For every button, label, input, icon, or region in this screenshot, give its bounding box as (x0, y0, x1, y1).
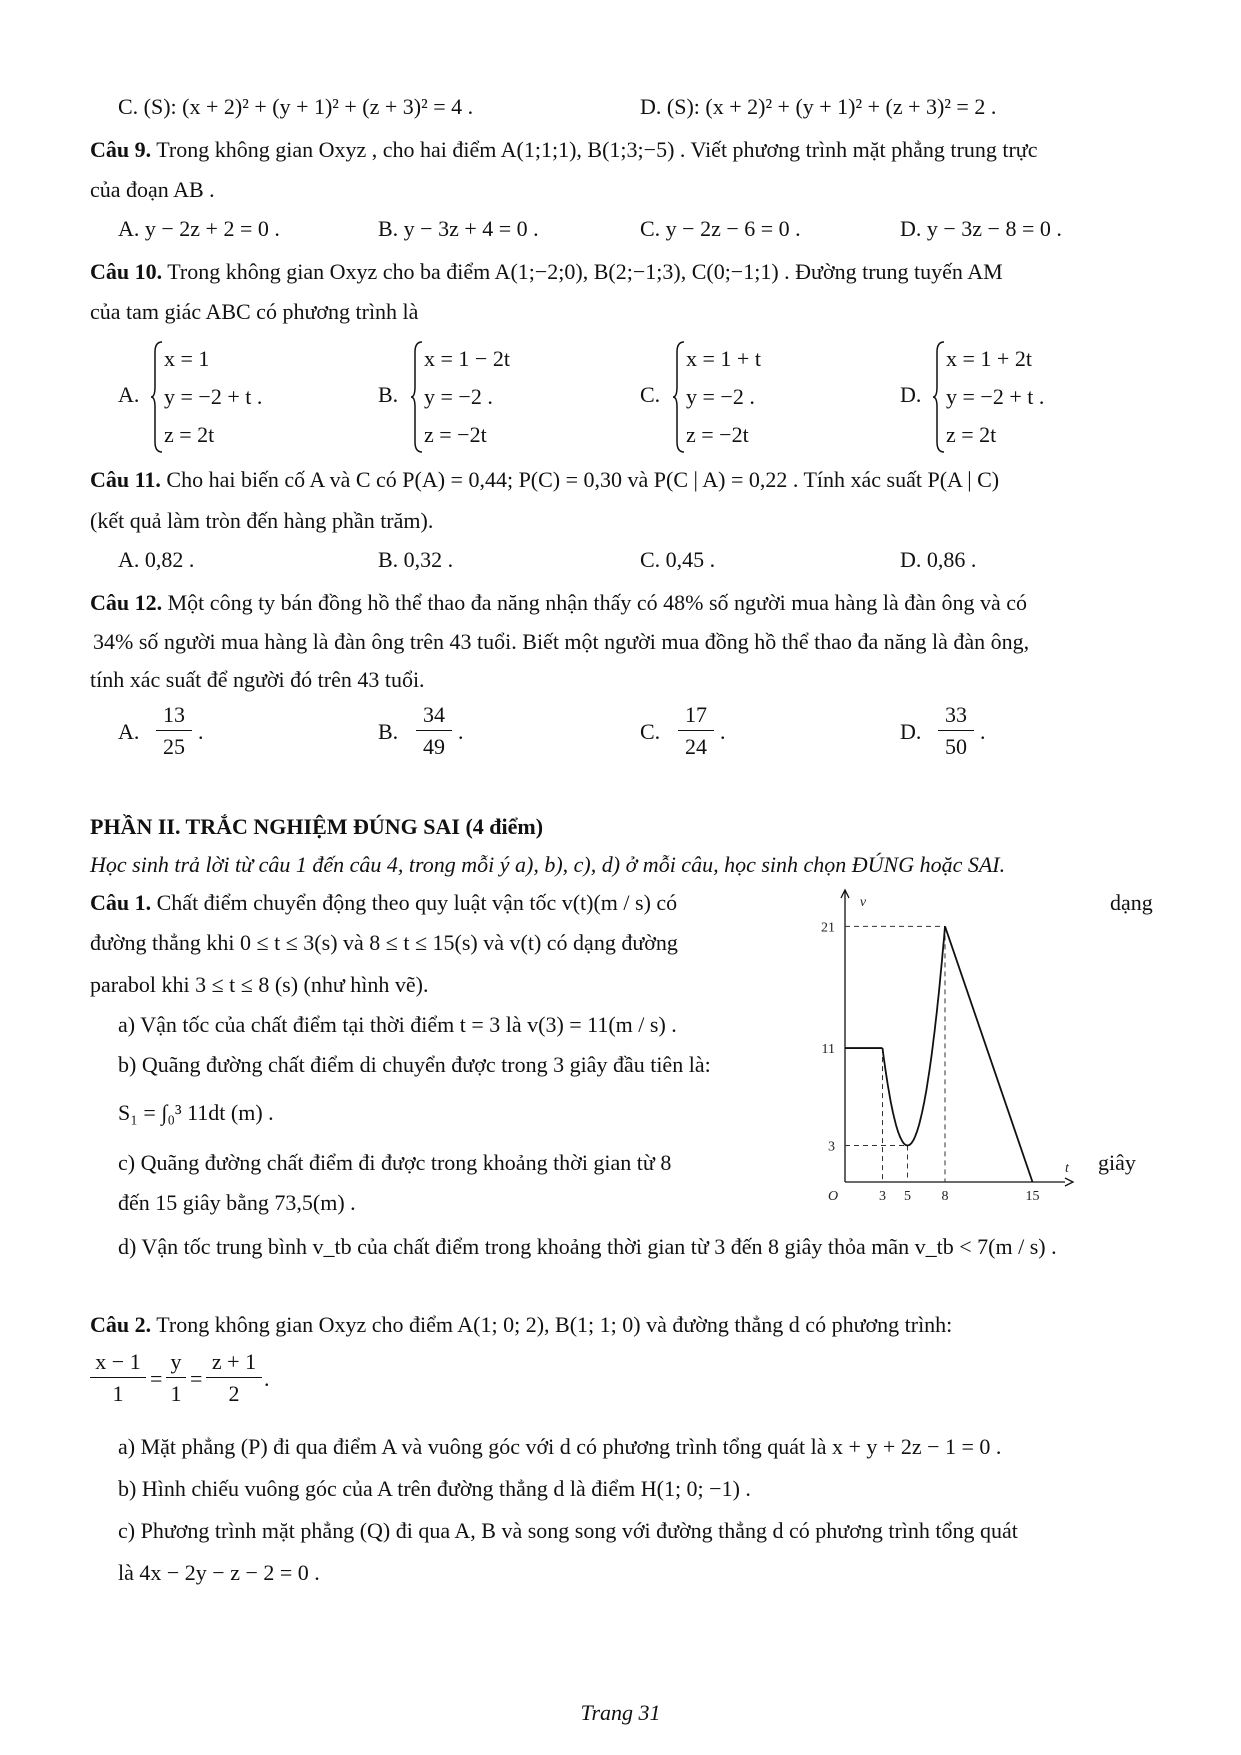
q10-label: Câu 10. (90, 259, 163, 284)
part2-title: PHẦN II. TRẮC NGHIỆM ĐÚNG SAI (4 điểm) (90, 814, 544, 839)
q9-option-b: B. y − 3z + 4 = 0 . (378, 216, 539, 241)
x-tick-label-0: 3 (879, 1189, 886, 1204)
p2q1-label: Câu 1. (90, 890, 152, 915)
p2q2-stem (90, 1310, 952, 1340)
fraction-denominator: 25 (163, 734, 185, 759)
part2-instruction: Học sinh trả lời từ câu 1 đến câu 4, trong mỗi ý a), b), c), d) ở mỗi câu, học sinh chọn ĐÚNG hoặc SAI. (90, 852, 1006, 877)
q11-text: Cho hai biến cố A và C có P(A) = 0,44; P(C) = 0,30 và P(C | A) = 0,22 . Tính xác suất P(A | C) (166, 467, 1000, 492)
q12-option-c-fraction (678, 700, 714, 763)
q9-text: Trong không gian Oxyz , cho hai điểm A(1;1;1), B(1;3;−5) . Viết phương trình mặt phẳng trung trực (156, 137, 1038, 162)
origin-label: O (827, 1189, 839, 1204)
q10-a-row-2: y = −2 + t . (164, 384, 263, 409)
brace-icon (410, 340, 424, 454)
q10-option-c-letter: C. (640, 382, 661, 407)
q11-option-d: D. 0,86 . (900, 547, 977, 572)
chart-layer (821, 890, 1073, 1204)
q12-option-c-dot: . (720, 719, 726, 744)
q11-option-c: C. 0,45 . (640, 547, 716, 572)
velocity-chart (810, 880, 1080, 1220)
y-tick-label-0: 3 (828, 1139, 835, 1155)
p2q1-text-3: parabol khi 3 ≤ t ≤ 8 (s) (như hình vẽ). (90, 972, 429, 997)
q10-c-row-1: x = 1 + t (686, 346, 761, 371)
q10-option-d-letter: D. (900, 382, 922, 407)
q9-option-a: A. y − 2z + 2 = 0 . (118, 216, 280, 241)
fraction-denominator: 1 (112, 1381, 124, 1406)
fraction-numerator: y (170, 1349, 182, 1374)
q11-stem (90, 465, 999, 495)
q10-a-row-1: x = 1 (164, 346, 210, 371)
p2q2-item-c: c) Phương trình mặt phẳng (Q) đi qua A, B và song song với đường thẳng d có phương trình tổng quát (118, 1518, 1018, 1543)
q12-text: Một công ty bán đồng hồ thể thao đa năng nhận thấy có 48% số người mua hàng là đàn ông và có (167, 590, 1027, 615)
q10-b-row-1: x = 1 − 2t (424, 346, 510, 371)
p2q2-item-a: a) Mặt phẳng (P) đi qua điểm A và vuông góc với d có phương trình tổng quát là x + y + 2z − 1 = 0 . (118, 1434, 1002, 1459)
p2q2-item-c-cont: là 4x − 2y − z − 2 = 0 . (118, 1560, 320, 1585)
fraction-numerator: 13 (163, 702, 185, 727)
q10-c-row-3: z = −2t (686, 422, 749, 447)
q9-label: Câu 9. (90, 137, 152, 162)
fraction-denominator: 2 (228, 1381, 240, 1406)
p2q1-item-c-end: giây (1098, 1150, 1136, 1175)
q10-d-row-1: x = 1 + 2t (946, 346, 1032, 371)
p2q2-fraction-3 (206, 1347, 262, 1410)
q12-label: Câu 12. (90, 590, 163, 615)
fraction-denominator: 24 (685, 734, 707, 759)
fraction-denominator: 50 (945, 734, 967, 759)
q9-option-c: C. y − 2z − 6 = 0 . (640, 216, 801, 241)
fraction-numerator: 33 (945, 702, 967, 727)
q11-option-a: A. 0,82 . (118, 547, 195, 572)
x-tick-label-1: 5 (904, 1189, 911, 1204)
x-tick-label-2: 8 (941, 1189, 949, 1204)
brace-icon (932, 340, 946, 454)
q10-text-cont: của tam giác ABC có phương trình là (90, 299, 419, 324)
q10-d-row-2: y = −2 + t . (946, 384, 1045, 409)
p2q2-fraction-2 (166, 1347, 186, 1410)
q10-stem (90, 257, 1003, 287)
q12-option-c-letter: C. (640, 719, 661, 744)
fraction-denominator: 1 (170, 1381, 182, 1406)
p2q1-item-a: a) Vận tốc của chất điểm tại thời điểm t = 3 là v(3) = 11(m / s) . (118, 1012, 677, 1037)
p2q1-item-d: d) Vận tốc trung bình v_tb của chất điểm trong khoảng thời gian từ 3 đến 8 giây thỏa mãn v_tb < 7(m / s) . (118, 1234, 1057, 1259)
q12-option-b-fraction (416, 700, 452, 763)
fraction-numerator: x − 1 (95, 1349, 141, 1374)
p2q1-item-b-formula: S₁ = ∫₀³ 11dt (m) . (118, 1100, 274, 1125)
brace-icon (150, 340, 164, 454)
p2q1-item-c: c) Quãng đường chất điểm đi được trong khoảng thời gian từ 8 (118, 1150, 672, 1175)
q11-label: Câu 11. (90, 467, 161, 492)
q12-option-d-fraction (938, 700, 974, 763)
fraction-numerator: 17 (685, 702, 707, 727)
p2q1-stem (90, 888, 677, 918)
fraction-numerator: z + 1 (211, 1349, 257, 1374)
q9-option-d: D. y − 3z − 8 = 0 . (900, 216, 1062, 241)
q11-text-cont: (kết quả làm tròn đến hàng phần trăm). (90, 508, 434, 533)
p2q1-text: Chất điểm chuyển động theo quy luật vận tốc v(t)(m / s) có (156, 890, 678, 915)
q9-stem (90, 135, 1037, 165)
y-axis-label: v (859, 895, 867, 910)
p2q1-item-c-cont: đến 15 giây bằng 73,5(m) . (118, 1190, 356, 1215)
q12-option-d-letter: D. (900, 719, 922, 744)
q12-stem (90, 588, 1027, 618)
q12-option-d-dot: . (980, 719, 986, 744)
p2q1-item-b: b) Quãng đường chất điểm di chuyển được trong 3 giây đầu tiên là: (118, 1052, 711, 1077)
x-axis-arrow-icon (1065, 1178, 1073, 1186)
graph-segment-2 (945, 926, 1033, 1182)
p2q2-text: Trong không gian Oxyz cho điểm A(1; 0; 2), B(1; 1; 0) và đường thẳng d có phương trình: (156, 1312, 953, 1337)
p2q2-label: Câu 2. (90, 1312, 152, 1337)
q12-text-cont-2: tính xác suất để người đó trên 43 tuổi. (90, 667, 425, 692)
q10-b-row-2: y = −2 . (424, 384, 493, 409)
q10-text: Trong không gian Oxyz cho ba điểm A(1;−2;0), B(2;−1;3), C(0;−1;1) . Đường trung tuyến AM (167, 259, 1003, 284)
q8-option-d: D. (S): (x + 2)² + (y + 1)² + (z + 3)² = 2 . (640, 94, 997, 119)
q10-a-row-3: z = 2t (164, 422, 215, 447)
fraction-denominator: 49 (423, 734, 445, 759)
q12-option-a-fraction (156, 700, 192, 763)
p2q2-item-b: b) Hình chiếu vuông góc của A trên đường thẳng d là điểm H(1; 0; −1) . (118, 1476, 751, 1501)
brace-icon (672, 340, 686, 454)
q12-option-a-dot: . (198, 719, 204, 744)
q12-option-b-dot: . (458, 719, 464, 744)
q10-d-row-3: z = 2t (946, 422, 997, 447)
q10-option-a-letter: A. (118, 382, 140, 407)
p2q2-equals-1: = (150, 1366, 163, 1391)
p2q1-text-end: dạng (1110, 890, 1153, 915)
q12-option-b-letter: B. (378, 719, 399, 744)
q12-text-cont: 34% số người mua hàng là đàn ông trên 43 tuổi. Biết một người mua đồng hồ thể thao đa năng là đàn ông, (93, 629, 1030, 654)
x-axis-label: t (1065, 1161, 1069, 1176)
q10-b-row-3: z = −2t (424, 422, 487, 447)
y-tick-label-2: 21 (821, 920, 835, 936)
q8-option-c: C. (S): (x + 2)² + (y + 1)² + (z + 3)² = 4 . (118, 94, 474, 119)
q10-option-b-letter: B. (378, 382, 399, 407)
q11-option-b: B. 0,32 . (378, 547, 454, 572)
p2q1-text-2: đường thẳng khi 0 ≤ t ≤ 3(s) và 8 ≤ t ≤ 15(s) và v(t) có dạng đường (90, 930, 678, 955)
fraction-numerator: 34 (423, 702, 445, 727)
q12-option-a-letter: A. (118, 719, 140, 744)
p2q2-end-dot: . (264, 1366, 270, 1391)
y-tick-label-1: 11 (821, 1042, 835, 1058)
q9-text-cont: của đoạn AB . (90, 177, 215, 202)
graph-parabola-1 (883, 926, 946, 1145)
q10-c-row-2: y = −2 . (686, 384, 755, 409)
page-number: Trang 31 (580, 1700, 661, 1725)
p2q2-equals-2: = (190, 1366, 203, 1391)
x-tick-label-3: 15 (1025, 1189, 1040, 1204)
p2q2-fraction-1 (90, 1347, 146, 1410)
